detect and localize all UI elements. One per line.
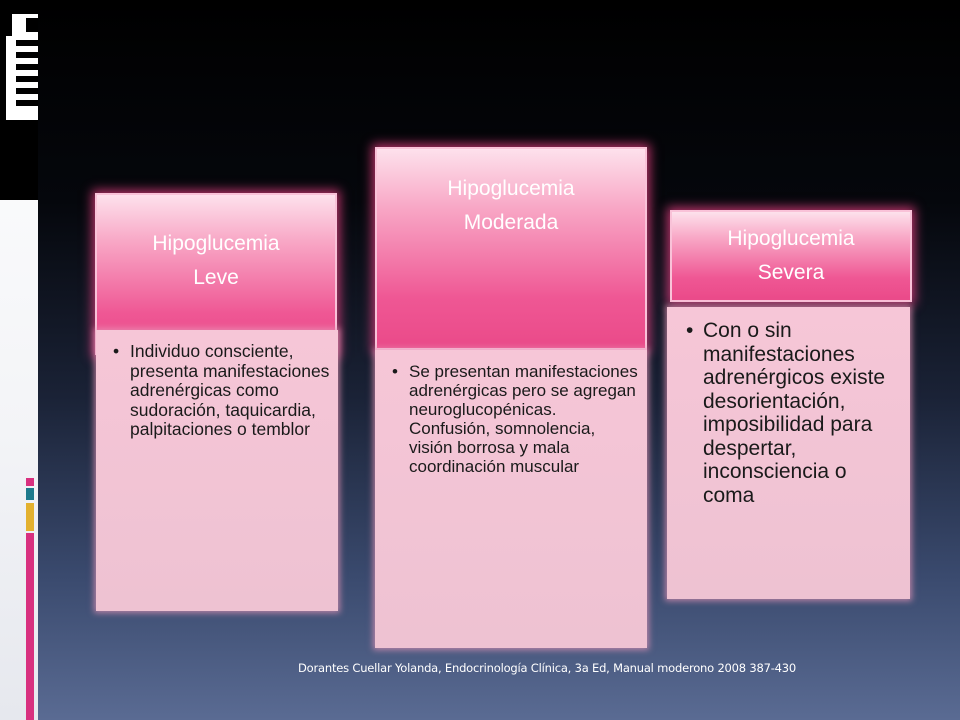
card-severa-bullet: • Con o sin manifestaciones adrenérgicos existe desorientación, imposibilidad para despertar, inconsciencia o coma xyxy=(703,319,900,507)
card-leve-bullet: • Individuo consciente, presenta manifestaciones adrenérgicas como sudoración, taquicardia, palpitaciones o temblor xyxy=(130,342,330,440)
card-severa-body xyxy=(667,307,910,599)
card-severa-title xyxy=(670,210,912,302)
card-severa-title-text: Hipoglucemia Severa xyxy=(727,227,855,284)
side-mark-teal xyxy=(26,488,34,500)
card-moderada-title xyxy=(375,147,647,350)
card-moderada-bullet: • Se presentan manifestaciones adrenérgicas pero se agregan neuroglucopénicas. Confusión, somnolencia, visión borrosa y mala coordinación muscular xyxy=(409,362,639,476)
citation-footer: Dorantes Cuellar Yolanda, Endocrinología Clínica, 3a Ed, Manual moderono 2008 387-430 xyxy=(298,661,797,675)
side-mark-pink-long xyxy=(26,533,34,720)
card-leve-title-text: Hipoglucemia Leve xyxy=(152,232,280,289)
side-mark-yellow xyxy=(26,503,34,531)
side-mark-pink xyxy=(26,478,34,486)
card-moderada-title-text: Hipoglucemia Moderada xyxy=(447,176,575,234)
slide-corner-logo xyxy=(0,0,38,200)
card-leve-body xyxy=(96,330,338,611)
card-moderada-body xyxy=(375,350,647,648)
